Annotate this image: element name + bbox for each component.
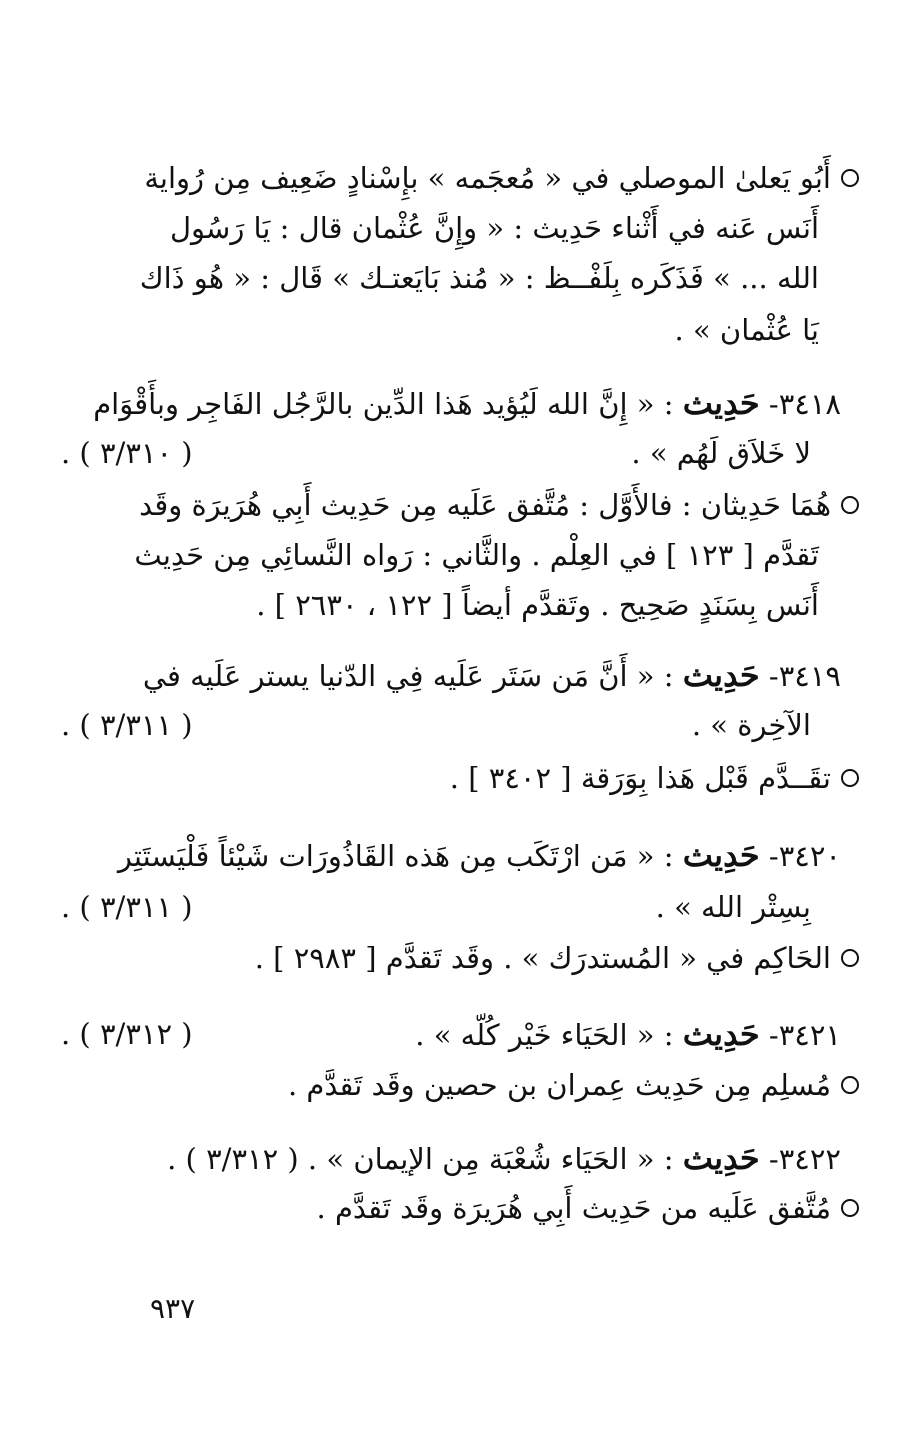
note-line: الحَاكِم في « المُستدرَك » . وقَد تَقدَّم [ ٢٩٨٣ ] . xyxy=(79,938,859,978)
note-line: أَبُو يَعلىٰ الموصلي في « مُعجَمه » بإِسْنادٍ ضَعِيف مِن رُواية xyxy=(79,158,859,198)
entry-number: ٣٤٢٢- xyxy=(768,1142,841,1176)
hadith-keyword: حَدِيث xyxy=(682,1139,760,1177)
entry-heading xyxy=(61,383,841,424)
entry-heading xyxy=(61,835,841,876)
note-line: يَا عُثْمان » . xyxy=(674,313,819,347)
hadith-text: لا خَلاَق لَهُم » . xyxy=(631,436,811,470)
hadith-text: : « الحَيَاء شُعْبَة مِن الإيمان » . ( ٣/٣١٢ ) . xyxy=(167,1142,674,1176)
circle-bullet-icon xyxy=(841,169,859,187)
volume-reference: ( ٣/٣١٠ ) . xyxy=(61,436,193,470)
volume-reference: ( ٣/٣١١ ) . xyxy=(61,890,193,924)
circle-bullet-icon xyxy=(841,496,859,514)
entry-heading xyxy=(61,655,841,696)
entry-heading xyxy=(61,1014,841,1055)
hadith-text: الآخِرة » . xyxy=(691,708,811,742)
hadith-keyword: حَدِيث xyxy=(682,1015,760,1053)
hadith-text: : « أَنَّ مَن سَتَر عَلَيه فِي الدّنيا يستر عَلَيه في xyxy=(142,659,674,693)
hadith-keyword: حَدِيث xyxy=(682,384,760,422)
entry-line xyxy=(61,433,811,473)
note-line: الله ... » فَذَكَره بِلَفْــظ : « مُنذ بَايَعتـك » قَال : « هُو ذَاك xyxy=(139,261,819,295)
entry-number: ٣٤١٨- xyxy=(768,387,841,421)
hadith-keyword: حَدِيث xyxy=(682,656,760,694)
note-line: تقَــدَّم قَبْل هَذا بِوَرَقة [ ٣٤٠٢ ] . xyxy=(79,758,859,798)
volume-reference: ( ٣/٣١٢ ) . xyxy=(61,1017,193,1051)
page-number: ٩٣٧ xyxy=(150,1292,196,1325)
volume-reference: ( ٣/٣١١ ) . xyxy=(61,708,193,742)
hadith-text: : « الحَيَاء خَيْر كُلّه » . xyxy=(415,1018,674,1052)
entry-number: ٣٤٢١- xyxy=(768,1018,841,1052)
entry-heading xyxy=(61,1138,841,1179)
note-line: تَقدَّم [ ١٢٣ ] في العِلْم . والثَّاني : رَواه النَّسائِي مِن حَدِيث xyxy=(134,538,819,572)
note-line: أَنَس بِسَنَدٍ صَحِيح . وتَقدَّم أيضاً [ ١٢٢ ، ٢٦٣٠ ] . xyxy=(256,588,819,622)
hadith-text: : « إِنَّ الله لَيُؤيد هَذا الدِّين بالرَّجُل الفَاجِر وبأَقْوَام xyxy=(93,387,674,421)
circle-bullet-icon xyxy=(841,769,859,787)
circle-bullet-icon xyxy=(841,949,859,967)
note-line: مُتَّفق عَلَيه من حَدِيث أَبِي هُرَيرَة وقَد تَقدَّم . xyxy=(79,1188,859,1228)
entry-number: ٣٤١٩- xyxy=(768,659,841,693)
circle-bullet-icon xyxy=(841,1199,859,1217)
hadith-text: بِسِتْر الله » . xyxy=(655,890,811,924)
hadith-text: : « مَن ارْتَكَب مِن هَذه القَاذُورَات شَيْئاً فَلْيَستَتِر xyxy=(117,839,674,873)
entry-line xyxy=(61,705,811,745)
note-line: هُمَا حَدِيثان : فالأَوَّل : مُتَّفق عَلَيه مِن حَدِيث أَبِي هُرَيرَة وقَد xyxy=(79,485,859,525)
note-line: أَنَس عَنه في أَثْناء حَدِيث : « وإِنَّ عُثْمان قال : يَا رَسُول xyxy=(169,211,819,245)
circle-bullet-icon xyxy=(841,1076,859,1094)
entry-number: ٣٤٢٠- xyxy=(768,839,841,873)
note-line: مُسلِم مِن حَدِيث عِمران بن حصين وقَد تَقدَّم . xyxy=(79,1065,859,1105)
hadith-keyword: حَدِيث xyxy=(682,836,760,874)
entry-line xyxy=(61,887,811,927)
